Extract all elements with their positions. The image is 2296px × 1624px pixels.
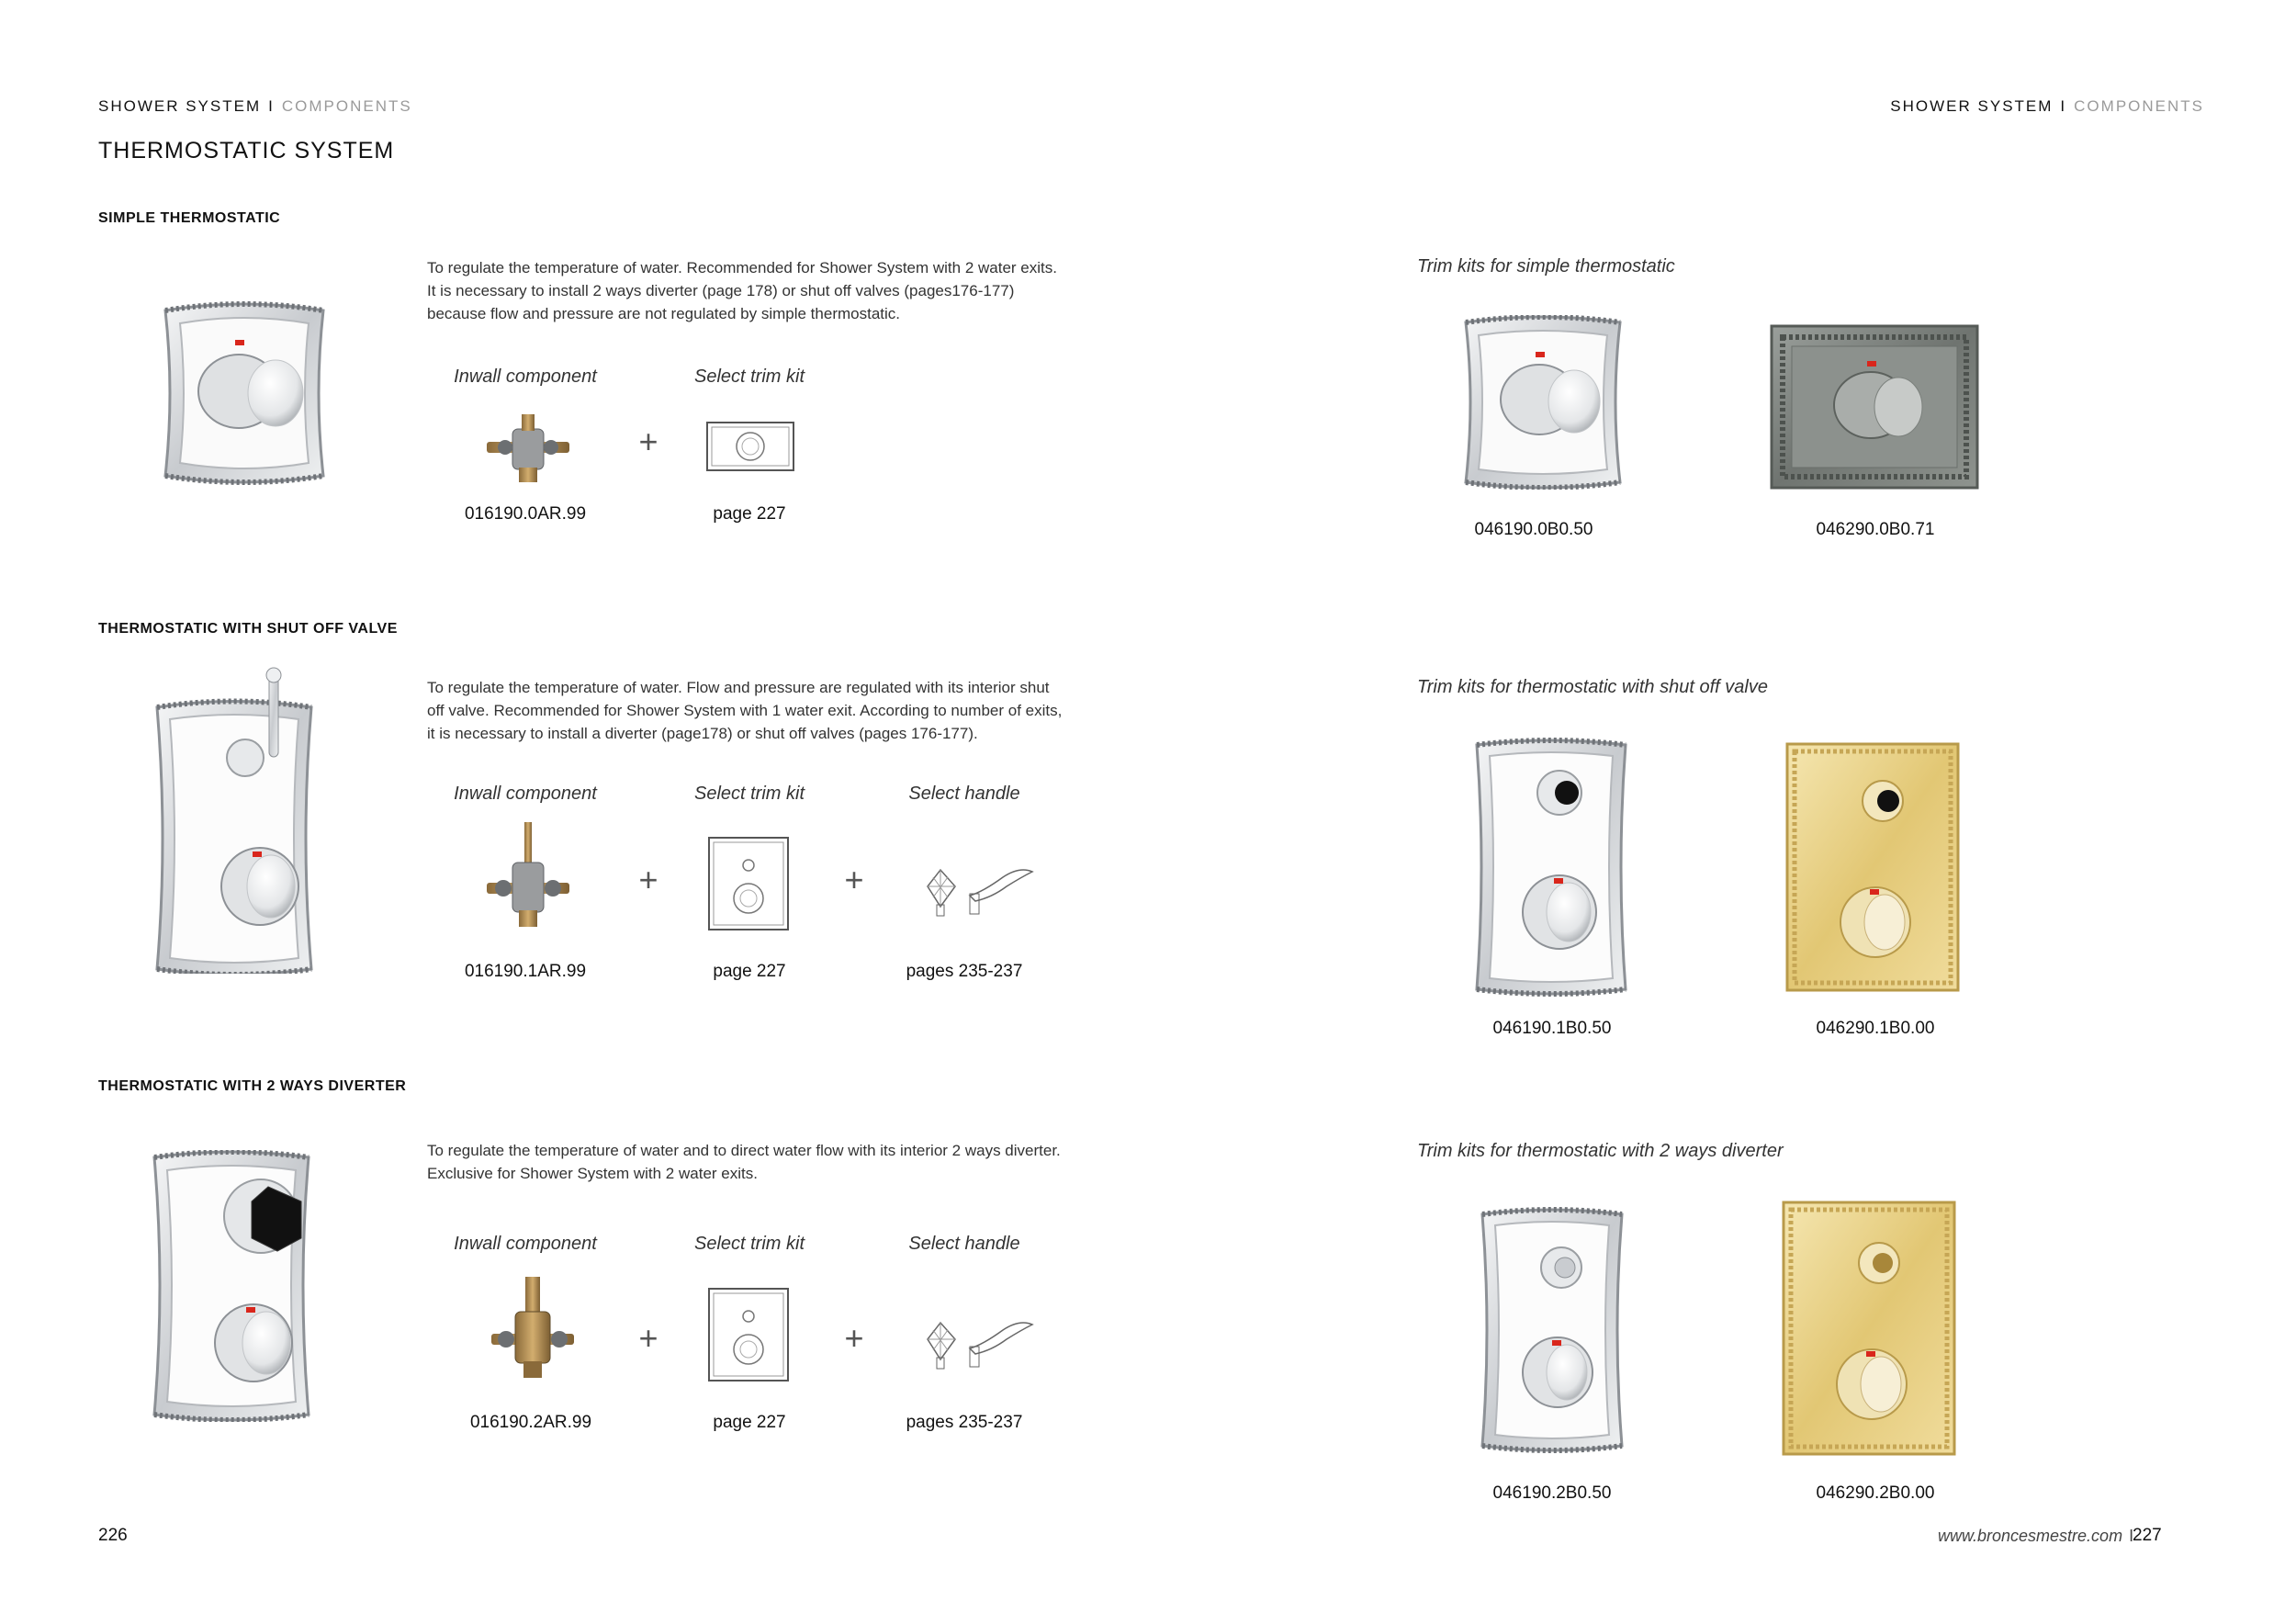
trim-page-ref-diverter[interactable]: page 227 — [713, 1413, 786, 1432]
trim-code-0-shutoff: 046190.1B0.50 — [1492, 1019, 1612, 1038]
inwall-code-simple: 016190.0AR.99 — [464, 504, 587, 524]
trim-label-simple: Select trim kit — [693, 367, 805, 387]
product-image-thermostatic-diverter — [140, 1150, 328, 1422]
trim-code-1-simple: 046290.0B0.71 — [1816, 520, 1935, 539]
header-left-divider: I — [268, 97, 275, 115]
trim-page-ref-shutoff[interactable]: page 227 — [713, 962, 786, 981]
website-link[interactable] — [1938, 1527, 2133, 1546]
trim-label-shutoff: Select trim kit — [693, 784, 805, 804]
inwall-code-shutoff: 016190.1AR.99 — [464, 962, 587, 981]
section-description-simple: To regulate the temperature of water. Recommended for Shower System with 2 water exits. It is necessary to install 2 ways diverter (page 178) or shut off valves (pages176-177) because flow and pressure are not regulated by simple thermostatic. — [427, 259, 1057, 322]
header-left-sub: COMPONENTS — [281, 97, 412, 115]
inwall-valve-icon — [478, 409, 579, 487]
plus-sign: + — [638, 1319, 658, 1357]
handle-label-shutoff: Select handle — [908, 784, 1020, 804]
trim-kit-image-chrome-shutoff — [1464, 738, 1638, 997]
plus-sign: + — [638, 423, 658, 460]
inwall-label-diverter: Inwall component — [454, 1234, 597, 1254]
trim-kits-title-shutoff: Trim kits for thermostatic with shut off valve — [1417, 677, 1768, 697]
trim-kits-title-diverter: Trim kits for thermostatic with 2 ways diverter — [1417, 1141, 1784, 1161]
header-right-main: SHOWER SYSTEM — [1890, 97, 2054, 115]
handle-icon — [918, 1312, 1038, 1371]
section-title-diverter: THERMOSTATIC WITH 2 WAYS DIVERTER — [98, 1078, 407, 1094]
header-right — [1890, 97, 2204, 116]
trim-kit-image-gold-diverter — [1782, 1201, 1956, 1456]
header-right-sub: COMPONENTS — [2074, 97, 2204, 115]
trim-kits-title-simple: Trim kits for simple thermostatic — [1417, 256, 1675, 276]
trim-kit-icon — [707, 836, 790, 931]
trim-kit-image-chrome-simple — [1449, 315, 1638, 490]
page-number-left: 226 — [98, 1526, 128, 1545]
handle-label-diverter: Select handle — [908, 1234, 1020, 1254]
page-number-right: 227 — [2133, 1526, 2162, 1545]
inwall-label-shutoff: Inwall component — [454, 784, 597, 804]
header-left-main: SHOWER SYSTEM — [98, 97, 262, 115]
section-title-simple: SIMPLE THERMOSTATIC — [98, 210, 281, 226]
trim-kit-icon — [707, 1287, 790, 1382]
trim-kit-image-pewter-simple — [1770, 324, 1979, 490]
trim-code-1-diverter: 046290.2B0.00 — [1816, 1483, 1935, 1503]
inwall-valve-icon — [478, 822, 579, 932]
trim-code-0-simple: 046190.0B0.50 — [1474, 520, 1593, 539]
inwall-label-simple: Inwall component — [454, 367, 597, 387]
trim-page-ref-simple[interactable]: page 227 — [713, 504, 786, 524]
product-image-simple-thermostatic — [147, 301, 342, 485]
footer-divider: I — [2129, 1527, 2134, 1545]
product-image-thermostatic-shutoff — [142, 666, 326, 974]
trim-kit-icon — [705, 421, 795, 472]
trim-label-diverter: Select trim kit — [693, 1234, 805, 1254]
page-title: THERMOSTATIC SYSTEM — [98, 138, 395, 164]
section-title-shutoff: THERMOSTATIC WITH SHUT OFF VALVE — [98, 621, 398, 637]
plus-sign: + — [638, 861, 658, 898]
handle-icon — [918, 859, 1038, 919]
header-right-divider: I — [2060, 97, 2067, 115]
section-description-shutoff: To regulate the temperature of water. Flow and pressure are regulated with its interior shut off valve. Recommended for Shower System with 1 water exit. According to number of exits, it is necessary to install a diverter (page178) or shut off valves (pages 176-177). — [427, 679, 1063, 742]
plus-sign: + — [844, 861, 864, 898]
inwall-code-diverter: 016190.2AR.99 — [469, 1413, 592, 1432]
trim-kit-image-gold-shutoff — [1785, 742, 1960, 992]
section-description-diverter: To regulate the temperature of water and to direct water flow with its interior 2 ways diverter. Exclusive for Shower System with 2 water exits. — [427, 1142, 1061, 1182]
trim-kit-image-chrome-diverter — [1469, 1207, 1635, 1453]
handle-pages-ref-shutoff[interactable]: pages 235-237 — [906, 962, 1023, 981]
website-url[interactable]: www.broncesmestre.com — [1938, 1527, 2123, 1545]
trim-code-0-diverter: 046190.2B0.50 — [1492, 1483, 1612, 1503]
trim-code-1-shutoff: 046290.1B0.00 — [1816, 1019, 1935, 1038]
plus-sign: + — [844, 1319, 864, 1357]
inwall-valve-icon — [482, 1277, 583, 1382]
header-left — [98, 97, 412, 116]
handle-pages-ref-diverter[interactable]: pages 235-237 — [906, 1413, 1023, 1432]
